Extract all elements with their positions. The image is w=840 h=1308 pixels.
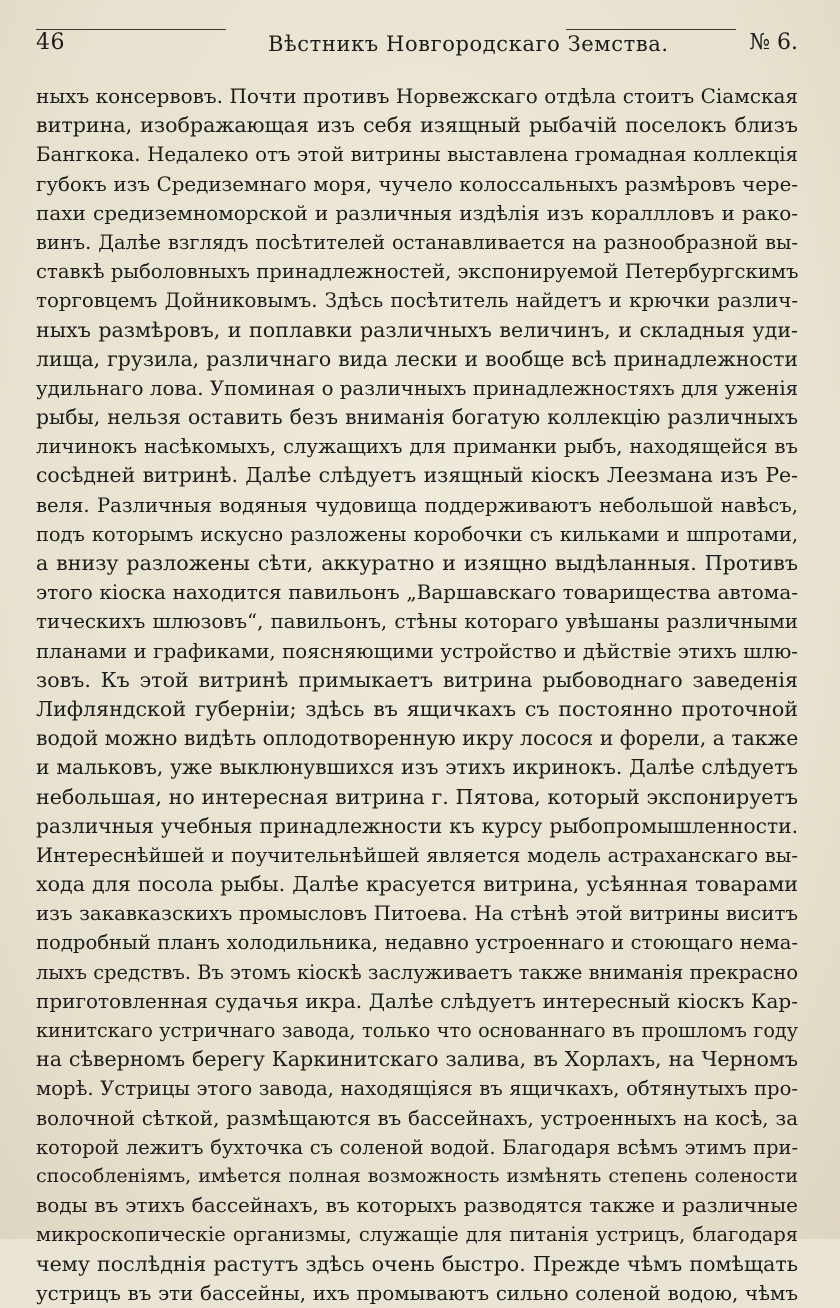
text-line: личинокъ насѣкомыхъ, служащихъ для приманки рыбъ, находящейся въ — [36, 435, 798, 459]
text-line: кинитскаго устричнаго завода, только что основаннаго въ прошломъ году — [36, 1019, 798, 1042]
text-line: лища, грузила, различнаго вида лески и вообще всѣ принадлежности — [36, 346, 798, 371]
text-line: витрина, изображающая изъ себя изящный рыбачій поселокъ близъ — [36, 113, 798, 138]
text-line: морѣ. Устрицы этого завода, находящіяся въ ящичкахъ, обтянутыхъ про- — [36, 1077, 798, 1101]
text-line: пахи средиземноморской и различныя издѣлія изъ кораллловъ и рако- — [36, 200, 798, 225]
journal-title: Вѣстникъ Новгородскаго Земства. — [268, 32, 669, 56]
text-line: а внизу разложены сѣти, аккуратно и изящно выдѣланныя. Противъ — [36, 551, 798, 575]
text-line: Лифляндской губерніи; здѣсь въ ящичкахъ съ постоянно проточной — [36, 696, 798, 721]
text-line: которой лежитъ бухточка съ соленой водой. Благодаря всѣмъ этимъ при- — [36, 1135, 798, 1159]
text-line: ставкѣ рыболовныхъ принадлежностей, экспонируемой Петербургскимъ — [36, 260, 799, 284]
text-line: небольшая, но интересная витрина г. Пятова, который экспонируетъ — [36, 784, 798, 809]
body-text — [36, 82, 798, 1308]
text-line: на сѣверномъ берегу Каркинитскаго залива, въ Хорлахъ, на Черномъ — [36, 1047, 798, 1072]
issue-number: № 6. — [749, 30, 798, 55]
text-line: Бангкока. Недалеко отъ этой витрины выставлена громадная коллекція — [36, 143, 798, 167]
text-line: водой можно видѣть оплодотворенную икру лосося и форели, а также — [36, 726, 799, 751]
text-line: тическихъ шлюзовъ“, павильонъ, стѣны котораго увѣшаны различными — [36, 610, 798, 634]
header-rule-left — [36, 29, 226, 30]
page-number: 46 — [36, 30, 65, 55]
text-line: сосѣдней витринѣ. Далѣе слѣдуетъ изящный кіоскъ Леезмана изъ Ре- — [36, 463, 798, 488]
text-line: подробный планъ холодильника, недавно устроеннаго и стоющаго нема- — [36, 931, 798, 955]
text-line: волочной сѣткой, размѣщаются въ бассейнахъ, устроенныхъ на косѣ, за — [36, 1106, 798, 1130]
text-line: рыбы, нельзя оставить безъ вниманія богатую коллекцію различныхъ — [36, 405, 798, 430]
text-line: воды въ этихъ бассейнахъ, въ которыхъ разводятся также и различные — [36, 1193, 798, 1218]
text-line: и мальковъ, уже выклюнувшихся изъ этихъ икринокъ. Далѣе слѣдуетъ — [36, 755, 798, 780]
text-line: ныхъ консервовъ. Почти противъ Норвежскаго отдѣла стоитъ Сіамская — [36, 84, 798, 108]
text-line: планами и графиками, поясняющими устройство и дѣйствіе этихъ шлю- — [36, 639, 798, 663]
text-line: различныя учебныя принадлежности къ курсу рыбопромышленности. — [36, 813, 798, 838]
text-line: микроскопическіе организмы, служащіе для питанія устрицъ, благодаря — [36, 1223, 798, 1247]
text-line: торговцемъ Дойниковымъ. Здѣсь посѣтитель найдетъ и крючки различ- — [36, 289, 798, 313]
text-line: способленіямъ, имѣется полная возможность измѣнять степень солености — [36, 1164, 798, 1187]
text-line: подъ которымъ искусно разложены коробочки съ кильками и шпротами, — [36, 522, 798, 546]
running-head — [36, 30, 798, 64]
text-line: устрицъ въ эти бассейны, ихъ промываютъ сильно соленой водою, чѣмъ — [36, 1281, 798, 1305]
text-line: приготовленная судачья икра. Далѣе слѣдуетъ интересный кіоскъ Кар- — [36, 988, 798, 1013]
text-line: веля. Различныя водяныя чудовища поддерживаютъ небольшой навѣсъ, — [36, 493, 798, 517]
text-line: изъ закавказскихъ промысловъ Питоева. На стѣнѣ этой витрины виситъ — [36, 902, 798, 926]
header-rule-right — [566, 29, 736, 30]
text-line: удильнаго лова. Упоминая о различныхъ принадлежностяхъ для уженія — [36, 376, 799, 400]
text-line: хода для посола рыбы. Далѣе красуется витрина, усѣянная товарами — [36, 872, 798, 897]
text-line: зовъ. Къ этой витринѣ примыкаетъ витрина рыбоводнаго заведенія — [36, 667, 798, 692]
text-line: губокъ изъ Средиземнаго моря, чучело колоссальныхъ размѣровъ чере- — [36, 172, 798, 196]
text-line: лыхъ средствъ. Въ этомъ кіоскѣ заслуживаетъ также вниманія прекрасно — [36, 960, 798, 984]
text-line: Интереснѣйшей и поучительнѣйшей является модель астраханскаго вы- — [36, 843, 798, 867]
text-line: винъ. Далѣе взглядъ посѣтителей останавливается на разнообразной вы- — [36, 230, 798, 254]
text-line: этого кіоска находится павильонъ „Варшавскаго товарищества автома- — [36, 580, 798, 605]
text-line: ныхъ размѣровъ, и поплавки различныхъ величинъ, и складныя уди- — [36, 317, 798, 342]
text-line: чему послѣднія растутъ здѣсь очень быстро. Прежде чѣмъ помѣщать — [36, 1251, 798, 1276]
